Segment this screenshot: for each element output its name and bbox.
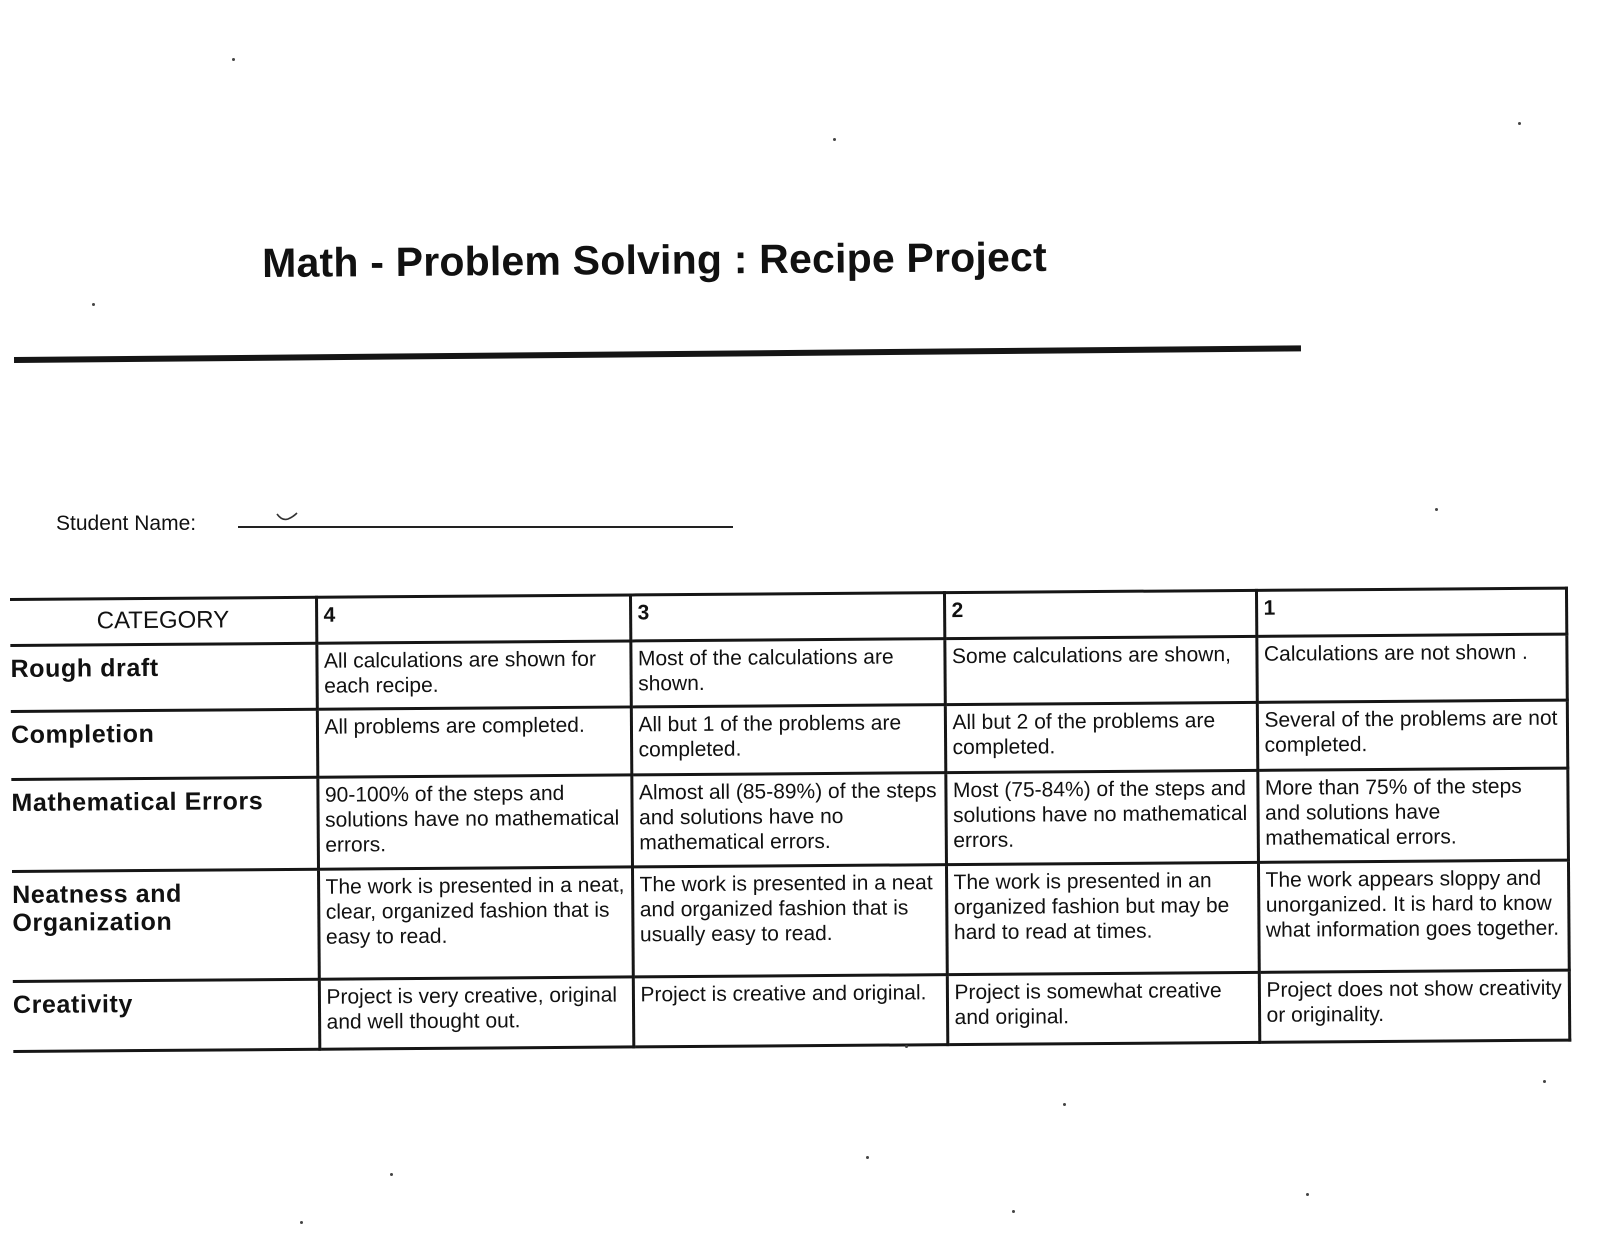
rubric-table-wrapper — [10, 587, 1569, 1053]
header-category: CATEGORY — [10, 597, 316, 645]
rubric-cell: Some calculations are shown, — [944, 636, 1256, 704]
scan-speck — [1306, 1193, 1309, 1196]
student-name-line — [238, 526, 733, 528]
title-underline — [14, 345, 1301, 363]
rubric-cell: Calculations are not shown . — [1256, 634, 1566, 702]
rubric-row-neatness-organization — [12, 860, 1569, 981]
student-name-label: Student Name: — [56, 512, 197, 535]
rubric-cell: Most of the calculations are shown. — [630, 639, 944, 707]
rubric-cell: The work is presented in a neat, clear, organized fashion that is easy to read. — [318, 867, 633, 979]
row-category: Neatness and Organization — [12, 869, 319, 981]
rubric-cell: Project does not show creativity or originality. — [1259, 970, 1570, 1042]
scan-speck — [1543, 1080, 1546, 1083]
rubric-cell: 90-100% of the steps and solutions have no mathematical errors. — [317, 775, 632, 869]
row-category: Completion — [11, 709, 317, 779]
scan-speck — [833, 138, 836, 141]
rubric-cell: All problems are completed. — [317, 707, 631, 777]
scan-speck — [1518, 122, 1521, 125]
row-category: Rough draft — [10, 643, 316, 711]
rubric-cell: All but 1 of the problems are completed. — [631, 705, 945, 775]
scan-speck — [1063, 1103, 1066, 1106]
scan-speck — [232, 58, 235, 61]
scan-speck — [866, 1156, 869, 1159]
rubric-cell: Almost all (85-89%) of the steps and solutions have no mathematical errors. — [631, 773, 946, 867]
pen-mark-icon — [276, 512, 298, 522]
rubric-cell: All but 2 of the problems are completed. — [945, 702, 1257, 772]
rubric-cell: The work is presented in an organized fashion but may be hard to read at times. — [946, 862, 1259, 974]
rubric-row-creativity — [13, 970, 1569, 1051]
rubric-cell: More than 75% of the steps and solutions have mathematical errors. — [1257, 768, 1568, 862]
row-category: Mathematical Errors — [11, 777, 318, 871]
rubric-cell: All calculations are shown for each recipe. — [316, 641, 630, 709]
scan-speck — [1012, 1210, 1015, 1213]
page-title: Math - Problem Solving : Recipe Project — [262, 233, 1048, 286]
header-score-3: 3 — [630, 593, 944, 641]
scan-speck — [300, 1221, 303, 1224]
header-score-4: 4 — [316, 595, 630, 643]
rubric-cell: Project is very creative, original and well thought out. — [319, 977, 634, 1049]
rubric-cell: Project is somewhat creative and original. — [947, 972, 1260, 1044]
row-category: Creativity — [13, 979, 320, 1051]
rubric-row-mathematical-errors — [11, 768, 1568, 871]
header-score-2: 2 — [944, 590, 1256, 638]
scan-speck — [390, 1173, 393, 1176]
scan-speck — [905, 1045, 908, 1048]
scan-speck — [1435, 508, 1438, 511]
rubric-table — [10, 587, 1571, 1053]
rubric-row-completion — [11, 700, 1567, 779]
rubric-cell: The work appears sloppy and unorganized. It is hard to know what information goes together. — [1258, 860, 1569, 972]
rubric-cell: Project is creative and original. — [633, 975, 948, 1047]
rubric-cell: The work is presented in a neat and organized fashion that is usually easy to read. — [632, 865, 947, 977]
rubric-cell: Several of the problems are not completed. — [1257, 700, 1567, 770]
rubric-cell: Most (75-84%) of the steps and solutions have no mathematical errors. — [945, 770, 1258, 864]
scan-speck — [92, 303, 95, 306]
header-score-1: 1 — [1256, 588, 1566, 636]
rubric-row-rough-draft — [10, 634, 1566, 711]
